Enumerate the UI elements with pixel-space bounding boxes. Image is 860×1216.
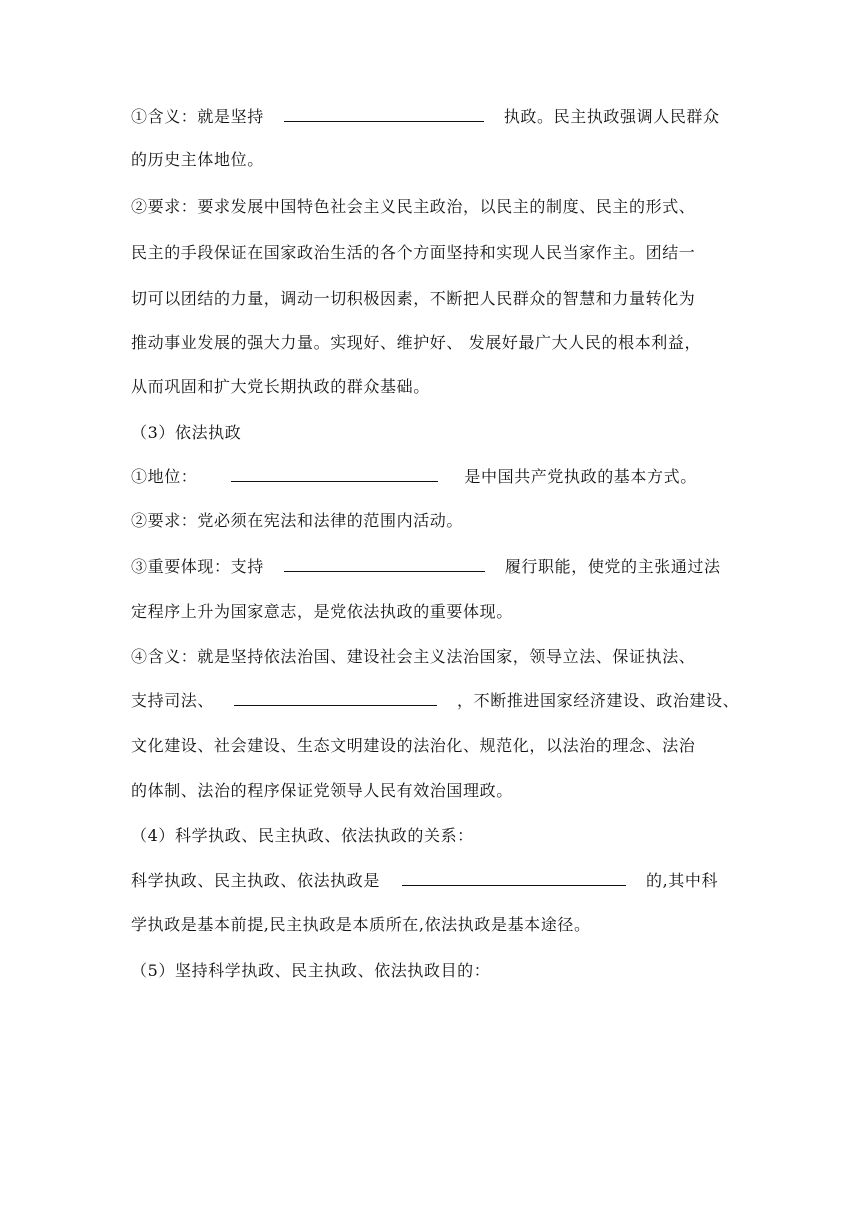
relationship-before-blank: 科学执政、民主执政、依法执政是 xyxy=(131,871,381,890)
relationship-line-1 xyxy=(131,870,718,892)
status-line xyxy=(131,466,697,488)
section-5-heading: （5）坚持科学执政、民主执政、依法执政目的： xyxy=(131,961,491,980)
rule-meaning-line-4: 的体制、法治的程序保证党领导人民有效治国理政。 xyxy=(131,781,513,800)
fill-blank-2[interactable] xyxy=(231,467,438,482)
rule-meaning-after-blank: ，不断推进国家经济建设、政治建设、 xyxy=(457,691,740,710)
fill-blank-4[interactable] xyxy=(234,691,437,706)
requirement-line-4: 推动事业发展的强大力量。实现好、维护好、 发展好最广大人民的根本利益， xyxy=(131,333,702,352)
rule-of-law-requirement: ②要求：党必须在宪法和法律的范围内活动。 xyxy=(131,511,464,530)
status-after-blank: 是中国共产党执政的基本方式。 xyxy=(464,467,697,486)
relationship-line-2: 学执政是基本前提,民主执政是本质所在,依法执政是基本途径。 xyxy=(131,915,591,934)
meaning-label: ①含义：就是坚持 xyxy=(131,107,264,126)
meaning-continuation: 的历史主体地位。 xyxy=(131,150,264,169)
embodiment-line xyxy=(131,556,721,578)
requirement-line-2: 民主的手段保证在国家政治生活的各个方面坚持和实现人民当家作主。团结一 xyxy=(131,243,696,262)
section-4-heading: （4）科学执政、民主执政、依法执政的关系： xyxy=(131,826,474,845)
fill-blank-5[interactable] xyxy=(402,871,626,886)
relationship-after-blank: 的,其中科 xyxy=(646,871,719,890)
embodiment-label: ③重要体现：支持 xyxy=(131,557,264,576)
status-label: ①地位： xyxy=(131,467,198,486)
meaning-after-blank: 执政。民主执政强调人民群众 xyxy=(503,107,720,126)
fill-blank-1[interactable] xyxy=(284,107,484,122)
requirement-line-5: 从而巩固和扩大党长期执政的群众基础。 xyxy=(131,377,430,396)
rule-meaning-line-1: ④含义：就是坚持依法治国、建设社会主义法治国家，领导立法、保证执法、 xyxy=(131,647,696,666)
meaning-line xyxy=(131,106,720,128)
embodiment-after-blank: 履行职能，使党的主张通过法 xyxy=(504,557,721,576)
embodiment-continuation: 定程序上升为国家意志，是党依法执政的重要体现。 xyxy=(131,602,513,621)
section-3-heading: （3）依法执政 xyxy=(131,423,242,442)
fill-blank-3[interactable] xyxy=(284,557,485,572)
rule-meaning-line-2 xyxy=(131,690,739,712)
rule-meaning-line-3: 文化建设、社会建设、生态文明建设的法治化、规范化，以法治的理念、法治 xyxy=(131,736,696,755)
rule-meaning-before-blank: 支持司法、 xyxy=(131,691,215,710)
requirement-line-1: ②要求：要求发展中国特色社会主义民主政治，以民主的制度、民主的形式、 xyxy=(131,197,696,216)
requirement-line-3: 切可以团结的力量，调动一切积极因素，不断把人民群众的智慧和力量转化为 xyxy=(131,289,696,308)
